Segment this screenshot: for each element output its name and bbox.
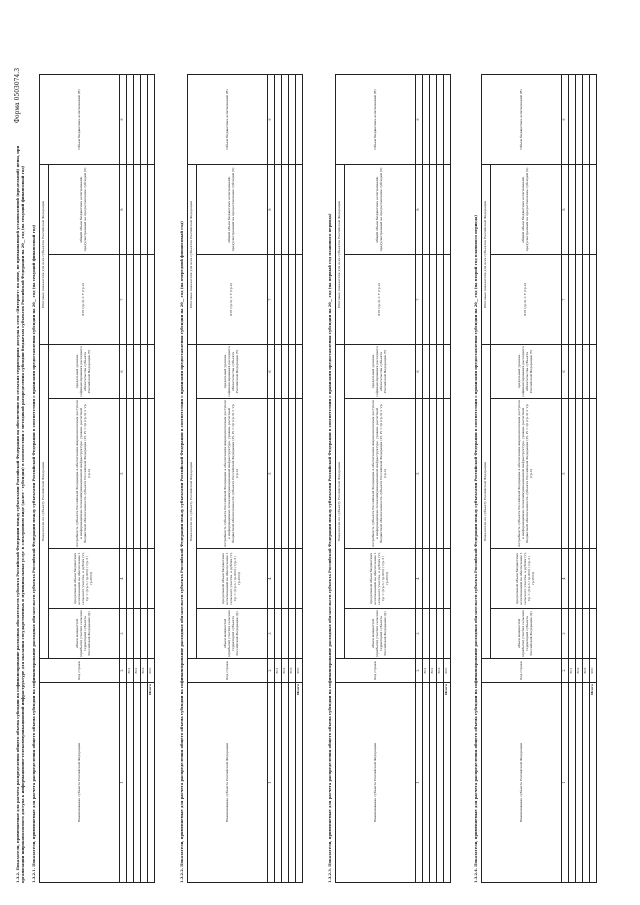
header-c3: потребность субъекта Российской Федерации в обеспечении широкополосным доступом к информационно-телекоммуникационной инфраструктуре, уровень расчетной бюджетной обеспеченности субъекта Российской Федерации (P), Pi = Qi (гр.3) × Vр (гр.4) (345, 399, 416, 549)
column-number: 4 (562, 549, 569, 609)
cell-value (423, 255, 430, 345)
cell-value (576, 75, 583, 165)
table-row (289, 75, 296, 883)
cell-value (296, 255, 303, 345)
cell-value (141, 399, 148, 549)
cell-value (576, 165, 583, 255)
total-code: 900 (444, 659, 451, 683)
column-number: 1 (562, 683, 569, 883)
cell-value (148, 255, 155, 345)
header-c6: общий объем бюджетных ассигнований, предусмотренный на предоставление субсидий (S) (491, 165, 562, 255)
cell-value (569, 75, 576, 165)
header-c2: предельный объем бюджетных ассигнований на обеспечение 1 сельского участка, в рублях (V), Vр = ((гр.3 / гр.900) / (гр.3 / гр.900)) (491, 549, 562, 609)
header-c6: общий объем бюджетных ассигнований, предусмотренный на предоставление субсидий (S) (345, 165, 416, 255)
header-c5: Σ Pi (гр.5) × Y (гр.6) (197, 255, 268, 345)
header-c1: объем мощностей (прибыли) участия сельских территорий субъекта Российской Федерации (Q) (197, 609, 268, 659)
cell-value (296, 609, 303, 659)
total-label: Итого (444, 683, 451, 883)
header-c7: Объем бюджетных ассигнований (R) (188, 75, 268, 165)
cell-value (296, 75, 303, 165)
column-number: 3 (268, 609, 275, 659)
header-c4: предельный уровень софинансирования расходного обязательства субъекта Российской Федерации (Y) (197, 345, 268, 399)
cell-value (583, 165, 590, 255)
total-label: Итого (590, 683, 597, 883)
cell-value (275, 345, 282, 399)
cell-value (127, 165, 134, 255)
section-caption: 1.3.2.2. Показатели, применяемые для расчета распределения общего объема субсидии на софинансирование расходных обязательств субъекта Российской Федерации между субъектами Российской Федерации в соответствии с правилами предоставления субсидии на 20__ год (на очередной финансовый год) (180, 221, 184, 883)
cell-value (430, 549, 437, 609)
cell-code: 803 (289, 659, 296, 683)
column-number: 2 (416, 659, 423, 683)
header-c5: Σ Pi (гр.5) × Y (гр.6) (49, 255, 120, 345)
column-number: 9 (416, 75, 423, 165)
cell-value (590, 75, 597, 165)
section-caption: 1.3.2.1. Показатели, применяемые для расчета распределения общего объема субсидии на софинансирование расходных обязательств субъекта Российской Федерации между субъектами Российской Федерации в соответствии с правилами предоставления субсидии на 20__ год (на текущий финансовый год) (32, 224, 36, 883)
cell-name (275, 683, 282, 883)
cell-value (590, 549, 597, 609)
cell-value (423, 399, 430, 549)
cell-value (296, 165, 303, 255)
cell-value (148, 399, 155, 549)
table-row (282, 75, 289, 883)
cell-value (569, 345, 576, 399)
cell-value (444, 345, 451, 399)
cell-value (275, 399, 282, 549)
cell-value (583, 75, 590, 165)
cell-value (444, 609, 451, 659)
cell-value (148, 165, 155, 255)
column-number: 4 (120, 549, 127, 609)
column-number: 6 (268, 345, 275, 399)
header-c1: объем мощностей (прибыли) участия сельских территорий субъекта Российской Федерации (Q) (491, 609, 562, 659)
rotated-form (12, 13, 627, 893)
column-number: 1 (120, 683, 127, 883)
cell-value (423, 345, 430, 399)
cell-value (423, 549, 430, 609)
column-number: 7 (120, 255, 127, 345)
column-number: 5 (120, 399, 127, 549)
header-code: Код строки (482, 659, 562, 683)
cell-value (576, 549, 583, 609)
cell-value (590, 165, 597, 255)
column-number: 3 (120, 609, 127, 659)
header-c5: Σ Pi (гр.5) × Y (гр.6) (491, 255, 562, 345)
cell-code: 801 (127, 659, 134, 683)
total-code: 900 (148, 659, 155, 683)
cell-value (275, 255, 282, 345)
cell-value (289, 255, 296, 345)
column-number: 7 (268, 255, 275, 345)
table-row (437, 75, 444, 883)
table-row (141, 75, 148, 883)
table-row (569, 75, 576, 883)
cell-value (134, 609, 141, 659)
column-number: 9 (268, 75, 275, 165)
cell-value (282, 345, 289, 399)
cell-value (296, 399, 303, 549)
section-caption: 1.3.2.4. Показатели, применяемые для расчета распределения общего объема субсидии на софинансирование расходных обязательств субъекта Российской Федерации между субъектами Российской Федерации в соответствии с правилами предоставления субсидии на 20__ год (на второй год планового периода) (474, 214, 478, 883)
cell-value (569, 399, 576, 549)
indicator-table (335, 74, 451, 883)
cell-value (127, 345, 134, 399)
indicator-table (39, 74, 155, 883)
total-row (590, 75, 597, 883)
cell-value (590, 399, 597, 549)
header-group-all: Итоговые показатели для всех субъектов Российской Федерации (188, 165, 197, 345)
table-row (583, 75, 590, 883)
column-number: 2 (120, 659, 127, 683)
cell-code: 803 (583, 659, 590, 683)
cell-value (583, 255, 590, 345)
header-c2: предельный объем бюджетных ассигнований на обеспечение 1 сельского участка, в рублях (V), Vр = ((гр.3 / гр.900) / (гр.3 / гр.900)) (197, 549, 268, 609)
cell-code: 803 (437, 659, 444, 683)
cell-name (141, 683, 148, 883)
cell-value (282, 255, 289, 345)
cell-name (569, 683, 576, 883)
column-number: 4 (416, 549, 423, 609)
column-number: 7 (562, 255, 569, 345)
cell-value (583, 345, 590, 399)
cell-value (282, 399, 289, 549)
header-group-all: Итоговые показатели для всех субъектов Российской Федерации (336, 165, 345, 345)
header-name: Наименование субъекта Российской Федерации (40, 683, 120, 883)
total-label: Итого (148, 683, 155, 883)
cell-value (569, 609, 576, 659)
cell-value (282, 75, 289, 165)
header-name: Наименование субъекта Российской Федерации (336, 683, 416, 883)
cell-value (148, 609, 155, 659)
cell-value (583, 399, 590, 549)
header-c1: объем мощностей (прибыли) участия сельских территорий субъекта Российской Федерации (Q) (345, 609, 416, 659)
header-group-subject: Показатели по субъекту Российской Федерации (482, 345, 491, 659)
cell-value (134, 549, 141, 609)
cell-code: 802 (134, 659, 141, 683)
cell-name (289, 683, 296, 883)
cell-value (127, 549, 134, 609)
header-c3: потребность субъекта Российской Федерации в обеспечении широкополосным доступом к информационно-телекоммуникационной инфраструктуре, уровень расчетной бюджетной обеспеченности субъекта Российской Федерации (P), Pi = Qi (гр.3) × Vр (гр.4) (49, 399, 120, 549)
cell-value (444, 165, 451, 255)
cell-value (444, 399, 451, 549)
column-number: 5 (416, 399, 423, 549)
cell-code: 802 (576, 659, 583, 683)
cell-value (289, 75, 296, 165)
column-number: 5 (562, 399, 569, 549)
cell-code: 801 (569, 659, 576, 683)
cell-value (576, 399, 583, 549)
header-group-all: Итоговые показатели для всех субъектов Российской Федерации (40, 165, 49, 345)
cell-value (134, 399, 141, 549)
column-number: 6 (562, 345, 569, 399)
cell-value (569, 255, 576, 345)
header-name: Наименование субъекта Российской Федерации (482, 683, 562, 883)
cell-value (134, 345, 141, 399)
column-number: 9 (120, 75, 127, 165)
cell-value (127, 75, 134, 165)
column-number: 8 (562, 165, 569, 255)
cell-name (423, 683, 430, 883)
table-row (423, 75, 430, 883)
total-code: 900 (590, 659, 597, 683)
cell-value (590, 255, 597, 345)
cell-value (569, 165, 576, 255)
cell-value (576, 345, 583, 399)
cell-value (148, 549, 155, 609)
header-c6: общий объем бюджетных ассигнований, предусмотренный на предоставление субсидий (S) (49, 165, 120, 255)
table-row (275, 75, 282, 883)
cell-value (437, 399, 444, 549)
cell-code: 802 (430, 659, 437, 683)
total-row (296, 75, 303, 883)
intro-text: 1.3.2. Показатели, применяемые для расчета распределения общего объема субсидии на софинансирование расходных обязательств субъекта Российской Федерации между субъектами Российской Федерации на обеспечение на сельских территориях доступа к сети «Интернет» по цене, не превышающей установленной (предельной) цены, при организации широкополосного доступа к информационно-телекоммуникационной инфраструктуре для оказания государственных и муниципальных услуг в электронном виде (далее - субсидия) в соответствии с методикой распределения субсидии бюджетам субъектов Российской Федерации на 20__ год (на текущий финансовый год) (16, 145, 25, 883)
cell-value (430, 345, 437, 399)
section-caption: 1.3.2.3. Показатели, применяемые для расчета распределения общего объема субсидии на софинансирование расходных обязательств субъекта Российской Федерации между субъектами Российской Федерации в соответствии с правилами предоставления субсидии на 20__ год (на первый год планового периода) (328, 213, 332, 883)
header-code: Код строки (40, 659, 120, 683)
cell-value (141, 345, 148, 399)
header-c6: общий объем бюджетных ассигнований, предусмотренный на предоставление субсидий (S) (197, 165, 268, 255)
cell-value (430, 399, 437, 549)
cell-value (437, 75, 444, 165)
cell-value (437, 255, 444, 345)
cell-value (430, 255, 437, 345)
column-number: 8 (120, 165, 127, 255)
header-c4: предельный уровень софинансирования расходного обязательства субъекта Российской Федерации (Y) (491, 345, 562, 399)
cell-value (437, 549, 444, 609)
total-code: 900 (296, 659, 303, 683)
table-row (430, 75, 437, 883)
cell-value (444, 255, 451, 345)
cell-value (141, 255, 148, 345)
cell-value (444, 75, 451, 165)
cell-value (430, 75, 437, 165)
column-number: 5 (268, 399, 275, 549)
cell-value (127, 609, 134, 659)
cell-value (437, 609, 444, 659)
column-number: 9 (562, 75, 569, 165)
cell-value (576, 609, 583, 659)
header-c7: Объем бюджетных ассигнований (R) (336, 75, 416, 165)
header-group-subject: Показатели по субъекту Российской Федерации (40, 345, 49, 659)
cell-value (430, 165, 437, 255)
cell-value (134, 75, 141, 165)
cell-value (141, 609, 148, 659)
header-code: Код строки (336, 659, 416, 683)
cell-value (289, 345, 296, 399)
cell-value (289, 165, 296, 255)
cell-value (289, 609, 296, 659)
header-group-subject: Показатели по субъекту Российской Федерации (188, 345, 197, 659)
cell-value (289, 399, 296, 549)
header-group-subject: Показатели по субъекту Российской Федерации (336, 345, 345, 659)
cell-name (437, 683, 444, 883)
cell-value (423, 165, 430, 255)
header-c1: объем мощностей (прибыли) участия сельских территорий субъекта Российской Федерации (Q) (49, 609, 120, 659)
cell-code: 801 (275, 659, 282, 683)
form-number: Форма 0503074.3 (14, 67, 21, 123)
cell-code: 802 (282, 659, 289, 683)
column-number: 2 (562, 659, 569, 683)
column-number: 1 (268, 683, 275, 883)
column-number: 3 (416, 609, 423, 659)
cell-value (296, 549, 303, 609)
header-c3: потребность субъекта Российской Федерации в обеспечении широкополосным доступом к информационно-телекоммуникационной инфраструктуре, уровень расчетной бюджетной обеспеченности субъекта Российской Федерации (P), Pi = Qi (гр.3) × Vр (гр.4) (197, 399, 268, 549)
cell-value (148, 75, 155, 165)
column-number: 7 (416, 255, 423, 345)
cell-name (134, 683, 141, 883)
header-c4: предельный уровень софинансирования расходного обязательства субъекта Российской Федерации (Y) (49, 345, 120, 399)
header-c4: предельный уровень софинансирования расходного обязательства субъекта Российской Федерации (Y) (345, 345, 416, 399)
cell-value (583, 609, 590, 659)
total-row (444, 75, 451, 883)
cell-value (444, 549, 451, 609)
header-c2: предельный объем бюджетных ассигнований на обеспечение 1 сельского участка, в рублях (V), Vр = ((гр.3 / гр.900) / (гр.3 / гр.900)) (49, 549, 120, 609)
header-c7: Объем бюджетных ассигнований (R) (482, 75, 562, 165)
cell-value (134, 165, 141, 255)
table-row (576, 75, 583, 883)
column-number: 3 (562, 609, 569, 659)
cell-value (127, 399, 134, 549)
header-c5: Σ Pi (гр.5) × Y (гр.6) (345, 255, 416, 345)
cell-value (423, 75, 430, 165)
cell-name (576, 683, 583, 883)
header-c2: предельный объем бюджетных ассигнований на обеспечение 1 сельского участка, в рублях (V), Vр = ((гр.3 / гр.900) / (гр.3 / гр.900)) (345, 549, 416, 609)
cell-value (569, 549, 576, 609)
column-number: 2 (268, 659, 275, 683)
header-code: Код строки (188, 659, 268, 683)
cell-value (282, 549, 289, 609)
column-number: 4 (268, 549, 275, 609)
indicator-table (481, 74, 597, 883)
cell-value (576, 255, 583, 345)
column-number: 1 (416, 683, 423, 883)
cell-value (275, 75, 282, 165)
cell-value (141, 75, 148, 165)
cell-value (275, 165, 282, 255)
header-group-all: Итоговые показатели для всех субъектов Российской Федерации (482, 165, 491, 345)
column-number: 8 (416, 165, 423, 255)
cell-name (282, 683, 289, 883)
header-name: Наименование субъекта Российской Федерации (188, 683, 268, 883)
column-number: 6 (120, 345, 127, 399)
cell-name (430, 683, 437, 883)
indicator-table (187, 74, 303, 883)
cell-value (275, 609, 282, 659)
cell-name (583, 683, 590, 883)
cell-value (423, 609, 430, 659)
cell-value (141, 165, 148, 255)
cell-code: 801 (423, 659, 430, 683)
table-row (134, 75, 141, 883)
cell-value (148, 345, 155, 399)
total-label: Итого (296, 683, 303, 883)
column-number: 8 (268, 165, 275, 255)
header-c7: Объем бюджетных ассигнований (R) (40, 75, 120, 165)
cell-value (590, 609, 597, 659)
cell-value (275, 549, 282, 609)
cell-value (127, 255, 134, 345)
table-row (127, 75, 134, 883)
cell-value (289, 549, 296, 609)
cell-name (127, 683, 134, 883)
cell-value (141, 549, 148, 609)
cell-value (296, 345, 303, 399)
cell-value (282, 609, 289, 659)
header-c3: потребность субъекта Российской Федерации в обеспечении широкополосным доступом к информационно-телекоммуникационной инфраструктуре, уровень расчетной бюджетной обеспеченности субъекта Российской Федерации (P), Pi = Qi (гр.3) × Vр (гр.4) (491, 399, 562, 549)
cell-value (437, 165, 444, 255)
cell-value (590, 345, 597, 399)
column-number: 6 (416, 345, 423, 399)
cell-value (282, 165, 289, 255)
total-row (148, 75, 155, 883)
cell-value (134, 255, 141, 345)
cell-code: 803 (141, 659, 148, 683)
cell-value (430, 609, 437, 659)
cell-value (583, 549, 590, 609)
cell-value (437, 345, 444, 399)
